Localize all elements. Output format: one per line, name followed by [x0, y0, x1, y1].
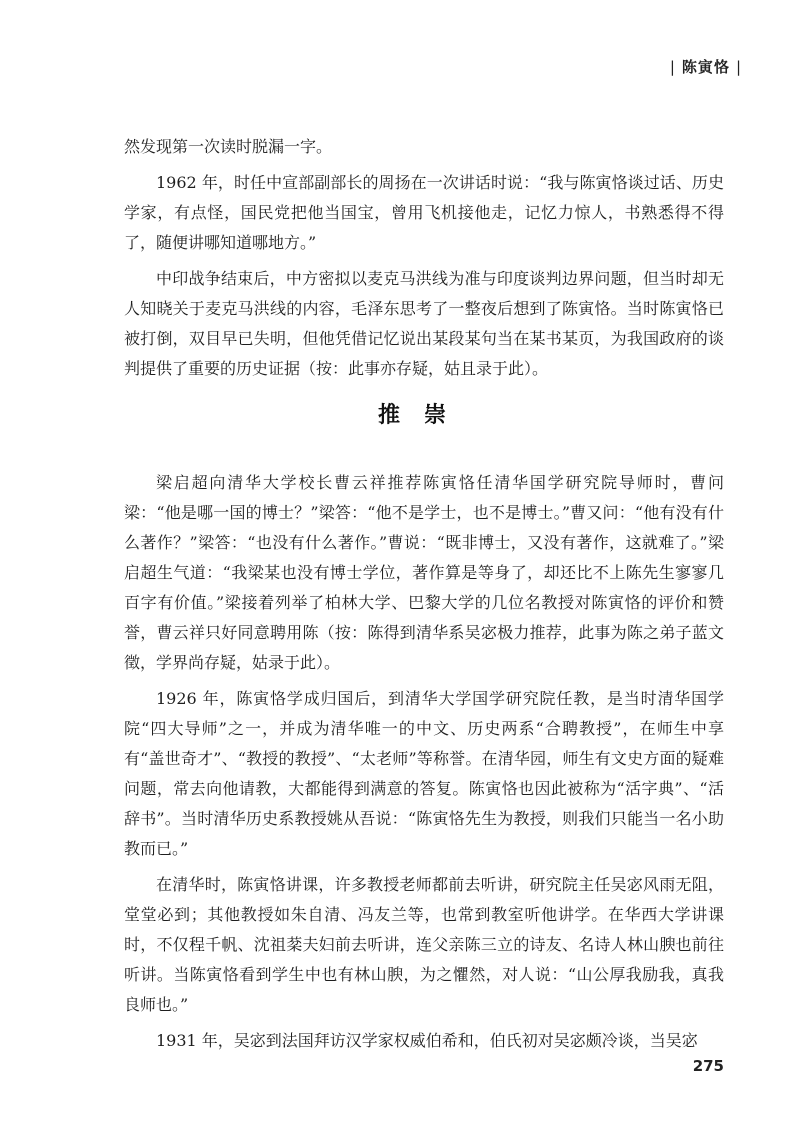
running-header: [664, 56, 748, 77]
top-text-block: [124, 132, 724, 390]
header-title: 陈寅恪: [681, 58, 730, 76]
paragraph: 1931 年，吴宓到法国拜访汉学家权威伯希和，伯氏初对吴宓颇冷谈，当吴宓: [156, 1031, 698, 1050]
paragraph: 在清华时，陈寅恪讲课，许多教授老师都前去听讲，研究院主任吴宓风雨无阻，堂堂必到；其他教授如朱自清、冯友兰等，也常到教室听他讲学。在华西大学讲课时，不仅程千帆、沈祖棻夫妇前去听讲，连父亲陈三立的诗友、名诗人林山腴也前往听讲。当陈寅恪看到学生中也有林山腴，为之懼然，对人说：“山公厚我励我，真我良师也。”: [124, 875, 724, 1014]
section-heading: 推崇: [377, 402, 470, 428]
paragraph: 中印战争结束后，中方密拟以麦克马洪线为准与印度谈判边界问题，但当时却无人知晓关于麦克马洪线的内容，毛泽东思考了一整夜后想到了陈寅恪。当时陈寅恪已被打倒，双目早已失明，但他凭借记忆说出某段某句当在某书某页，为我国政府的谈判提供了重要的历史证据（按：此事亦存疑，姑且录于此）。: [124, 269, 724, 378]
header-bar-right: |: [735, 58, 742, 76]
paragraph: 1962 年，时任中宣部副部长的周扬在一次讲话时说：“我与陈寅恪谈过话、历史学家，有点怪，国民党把他当国宝，曾用飞机接他走，记忆力惊人，书熟悉得不得了，随便讲哪知道哪地方。”: [124, 173, 724, 252]
main-text-block: [124, 468, 724, 1062]
header-bar-left: |: [669, 58, 676, 76]
paragraph: 1926 年，陈寅恪学成归国后，到清华大学国学研究院任教，是当时清华国学院“四大导师”之一，并成为清华唯一的中文、历史两系“合聘教授”，在师生中享有“盖世奇才”、“教授的教授”、“太老师”等称誉。在清华园，师生有文史方面的疑难问题，常去向他请教，大都能得到满意的答复。陈寅恪也因此被称为“活字典”、“活辞书”。当时清华历史系教授姚从吾说：“陈寅恪先生为教授，则我们只能当一名小助教而已。”: [124, 689, 724, 858]
paragraph: 然发现第一次读时脱漏一字。: [124, 137, 333, 156]
page-number: 275: [692, 1057, 724, 1075]
paragraph: 梁启超向清华大学校长曹云祥推荐陈寅恪任清华国学研究院导师时，曹问梁：“他是哪一国的博士？”梁答：“他不是学士，也不是博士。”曹又问：“他有没有什么著作？”梁答：“也没有什么著作。”曹说：“既非博士，又没有著作，这就难了。”梁启超生气道：“我梁某也没有博士学位，著作算是等身了，却还比不上陈先生寥寥几百字有价值。”梁接着列举了柏林大学、巴黎大学的几位名教授对陈寅恪的评价和赞誉，曹云祥只好同意聘用陈（按：陈得到清华系吴宓极力推荐，此事为陈之弟子蓝文徵，学界尚存疑，姑录于此）。: [124, 473, 724, 672]
